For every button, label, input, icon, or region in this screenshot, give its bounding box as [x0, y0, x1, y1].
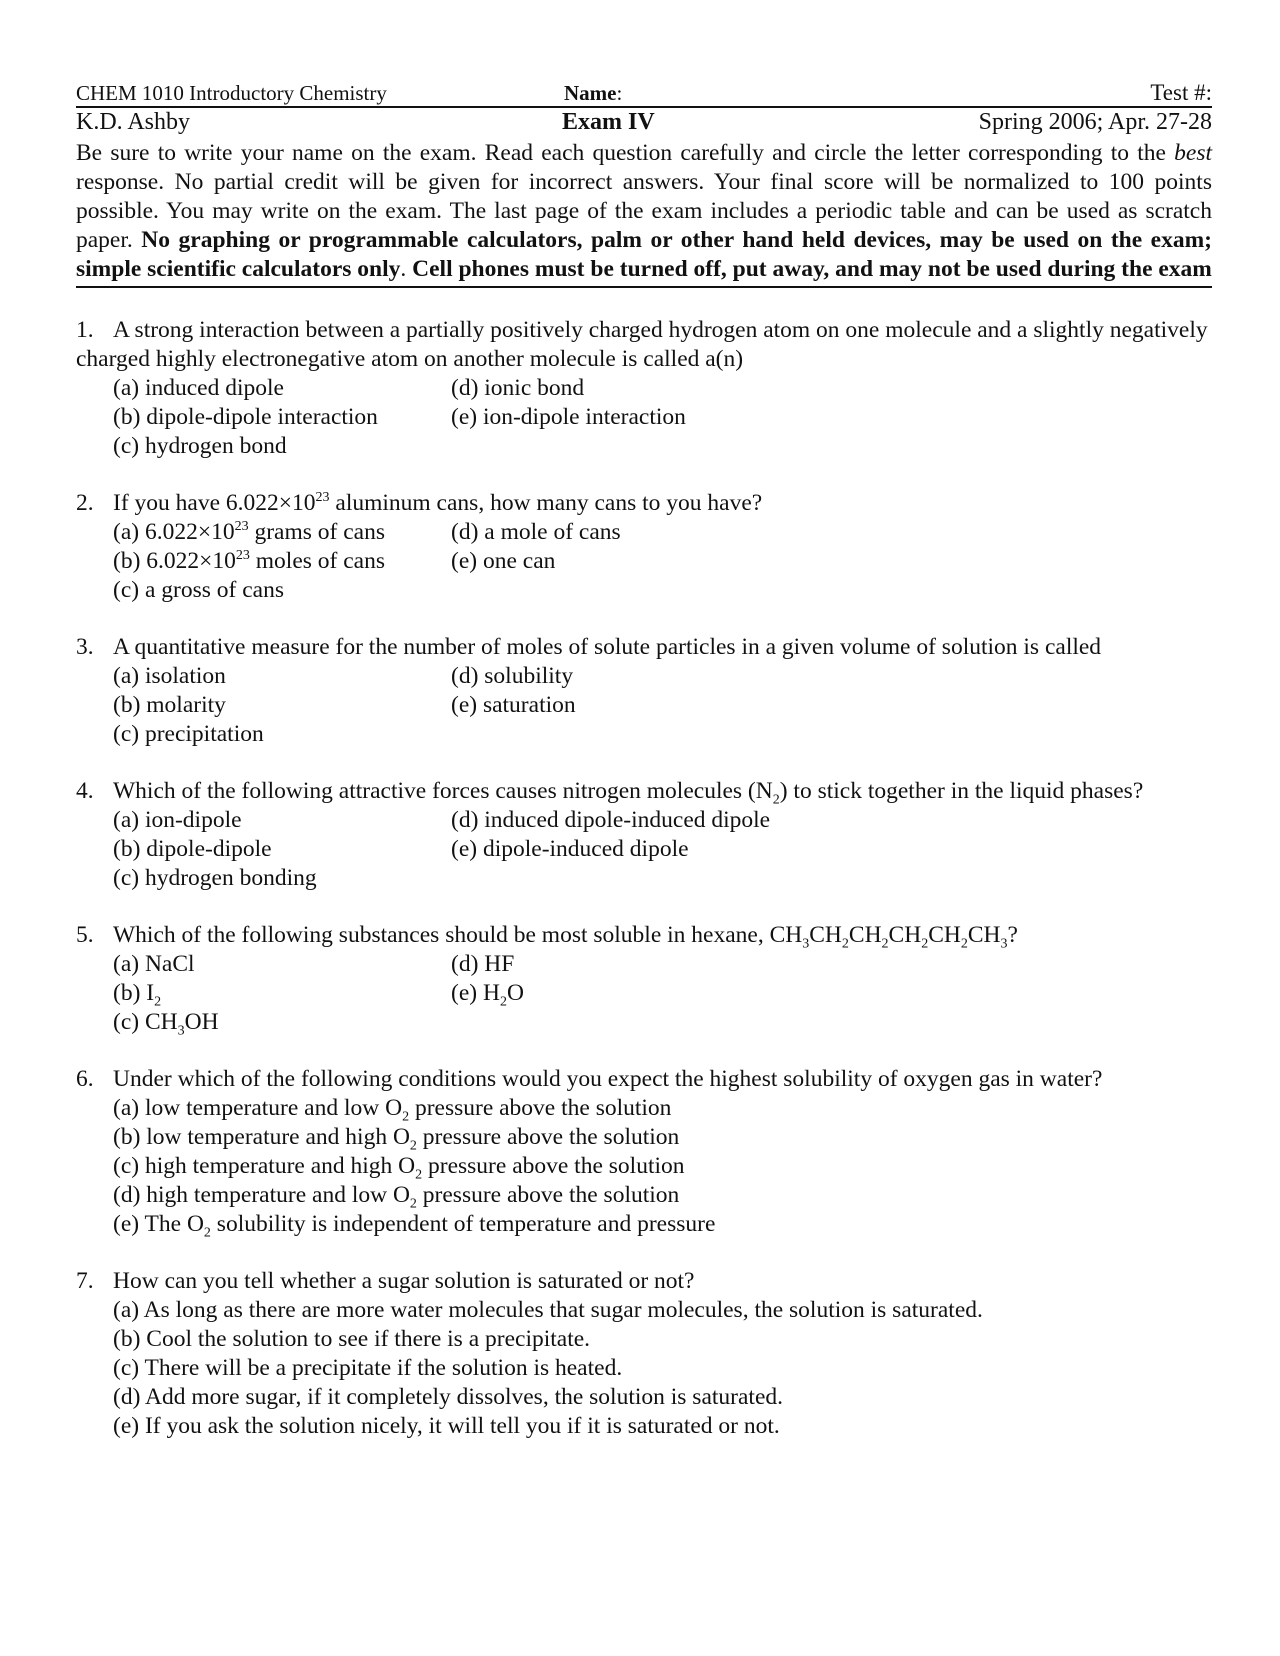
answer-options: [113, 518, 1212, 605]
formula-part: CH: [928, 922, 961, 948]
answer-option[interactable]: (d) solubility: [451, 663, 574, 689]
question-text: Under which of the following conditions would you expect the highest solubility of oxygen gas in water?: [113, 1066, 1103, 1092]
answer-option[interactable]: (c) a gross of cans: [113, 577, 284, 603]
question-2: [76, 489, 1212, 605]
question-number: 5.: [76, 922, 94, 948]
option-text: (b) low temperature and high O: [113, 1124, 410, 1150]
question-stem: [76, 921, 1212, 950]
answer-options: [113, 1296, 1212, 1441]
answer-option[interactable]: (a) induced dipole: [113, 375, 284, 401]
question-5: [76, 921, 1212, 1037]
option-text: (b) I: [113, 980, 155, 1006]
subscript: 2: [409, 1138, 417, 1154]
name-field: [564, 80, 864, 106]
subscript: 2: [154, 994, 162, 1010]
formula-part: ?: [1007, 922, 1018, 948]
option-text: (e) H: [451, 980, 500, 1006]
option-text: pressure above the solution: [422, 1153, 685, 1179]
answer-options: [113, 374, 1212, 461]
formula-part: CH: [848, 922, 882, 948]
answer-option[interactable]: (a) isolation: [113, 663, 226, 689]
instructions-phone-rule: Cell phones must be turned off, put away, and may not be used during the exam: [412, 256, 1212, 282]
answer-option[interactable]: (e) one can: [451, 548, 556, 574]
question-text: ) to stick together in the liquid phases?: [779, 778, 1144, 804]
option-text: moles of cans: [249, 548, 385, 574]
option-text: pressure above the solution: [416, 1182, 680, 1208]
answer-option[interactable]: [113, 1123, 1212, 1152]
subscript: 2: [415, 1167, 423, 1183]
question-stem: [76, 1267, 1212, 1296]
exponent: 23: [235, 548, 250, 564]
course-title: CHEM 1010 Introductory Chemistry: [76, 81, 387, 105]
subscript: 2: [881, 936, 889, 952]
exponent: 23: [315, 490, 330, 506]
subscript: 2: [409, 1196, 417, 1212]
answer-option[interactable]: (b) Cool the solution to see if there is a precipitate.: [113, 1326, 591, 1352]
question-text: If you have 6.022×10: [113, 490, 316, 516]
instructions-text-2: response. No partial credit will be given for incorrect answers. Your final score will be normalized to 100 points possible. You may write on the exam. The last page of the exam includes a periodic table and can be used as scratch paper.: [76, 169, 1212, 253]
question-stem: [76, 777, 1212, 806]
answer-option[interactable]: (d) ionic bond: [451, 375, 585, 401]
question-1: [76, 316, 1212, 461]
option-text: (c) CH: [113, 1009, 178, 1035]
question-number: 4.: [76, 778, 94, 804]
answer-option[interactable]: [113, 1210, 1212, 1239]
answer-option[interactable]: [451, 979, 1212, 1008]
answer-option[interactable]: (e) If you ask the solution nicely, it will tell you if it is saturated or not.: [113, 1413, 780, 1439]
header-row-2: [76, 108, 1212, 137]
option-text: (a) 6.022×10: [113, 519, 235, 545]
answer-option[interactable]: (e) saturation: [451, 692, 576, 718]
question-text: Which of the following substances should be most soluble in hexane, CH: [113, 922, 803, 948]
instructions-emphasis: best: [1174, 140, 1212, 166]
exponent: 23: [234, 519, 249, 535]
answer-option[interactable]: (c) precipitation: [113, 721, 264, 747]
question-number: 6.: [76, 1066, 94, 1092]
question-text: How can you tell whether a sugar solution is saturated or not?: [113, 1268, 695, 1294]
answer-option[interactable]: [113, 547, 451, 576]
question-6: [76, 1065, 1212, 1239]
subscript: 3: [802, 936, 810, 952]
answer-option[interactable]: (b) molarity: [113, 692, 226, 718]
subscript: 2: [772, 792, 780, 808]
subscript: 3: [1000, 936, 1008, 952]
answer-option[interactable]: (e) ion-dipole interaction: [451, 404, 686, 430]
answer-option[interactable]: [113, 518, 451, 547]
option-text: solubility is independent of temperature and pressure: [210, 1211, 716, 1237]
answer-option[interactable]: (e) dipole-induced dipole: [451, 836, 689, 862]
answer-options: [113, 662, 1212, 749]
question-stem: [76, 1065, 1212, 1094]
subscript: 2: [921, 936, 929, 952]
option-text: (a) low temperature and low O: [113, 1095, 403, 1121]
answer-option[interactable]: (d) a mole of cans: [451, 519, 621, 545]
instructor-name: K.D. Ashby: [76, 109, 191, 135]
answer-option[interactable]: (b) dipole-dipole interaction: [113, 404, 378, 430]
exam-term: Spring 2006; Apr. 27-28: [978, 109, 1212, 135]
subscript: 2: [203, 1225, 211, 1241]
name-label: Name: [564, 81, 617, 105]
option-text: O: [506, 980, 524, 1006]
answer-option[interactable]: (c) hydrogen bond: [113, 433, 287, 459]
question-number: 1.: [76, 317, 94, 343]
answer-option[interactable]: (c) There will be a precipitate if the solution is heated.: [113, 1355, 623, 1381]
answer-option[interactable]: [113, 979, 451, 1008]
question-stem: [76, 633, 1212, 662]
subscript: 2: [841, 936, 849, 952]
subscript: 2: [402, 1109, 410, 1125]
exam-title: Exam IV: [562, 109, 655, 135]
answer-option[interactable]: (d) Add more sugar, if it completely dissolves, the solution is saturated.: [113, 1384, 784, 1410]
instructions: [76, 139, 1212, 288]
formula-part: CH: [888, 922, 922, 948]
answer-option[interactable]: (a) NaCl: [113, 951, 195, 977]
instructions-calculator-rule: No graphing or programmable calculators, palm or other hand held devices, may be used on the exam; simple scientific calculators only: [76, 227, 1213, 282]
formula-part: CH: [809, 922, 842, 948]
question-stem: [76, 316, 1212, 374]
answer-option[interactable]: (a) As long as there are more water molecules that sugar molecules, the solution is saturated.: [113, 1297, 983, 1323]
question-text: A quantitative measure for the number of moles of solute particles in a given volume of solution is called: [113, 634, 1102, 660]
answer-option[interactable]: [113, 1094, 1212, 1123]
option-text: (b) 6.022×10: [113, 548, 236, 574]
test-number-label: Test #:: [1150, 80, 1212, 105]
answer-options: [113, 950, 1212, 1037]
question-number: 7.: [76, 1268, 94, 1294]
instructions-separator: .: [400, 256, 413, 282]
option-text: pressure above the solution: [416, 1124, 680, 1150]
answer-option[interactable]: [113, 1181, 1212, 1210]
answer-option[interactable]: (c) hydrogen bonding: [113, 865, 317, 891]
instructions-text-1: Be sure to write your name on the exam. Read each question carefully and circle the letter corresponding to the: [76, 140, 1175, 166]
formula-part: CH: [967, 922, 1001, 948]
header-row-1: [76, 76, 1212, 108]
question-7: [76, 1267, 1212, 1441]
question-list: [76, 316, 1212, 1441]
answer-option[interactable]: (d) HF: [451, 951, 515, 977]
question-number: 3.: [76, 634, 94, 660]
answer-options: [113, 1094, 1212, 1239]
exam-page: [76, 76, 1212, 1469]
answer-option[interactable]: (a) ion-dipole: [113, 807, 242, 833]
subscript: 2: [960, 936, 968, 952]
question-stem: [76, 489, 1212, 518]
question-text: Which of the following attractive forces causes nitrogen molecules (N: [113, 778, 773, 804]
option-text: (c) high temperature and high O: [113, 1153, 416, 1179]
subscript: 3: [177, 1023, 185, 1039]
option-text: pressure above the solution: [409, 1095, 672, 1121]
option-text: (d) high temperature and low O: [113, 1182, 410, 1208]
question-text: aluminum cans, how many cans to you have?: [329, 490, 763, 516]
answer-options: [113, 806, 1212, 893]
question-number: 2.: [76, 490, 94, 516]
question-3: [76, 633, 1212, 749]
question-text: A strong interaction between a partially positively charged hydrogen atom on one molecule and a slightly negatively charged highly electronegative atom on another molecule is called a(n): [76, 317, 1208, 372]
answer-option[interactable]: (d) induced dipole-induced dipole: [451, 807, 771, 833]
question-4: [76, 777, 1212, 893]
option-text: grams of cans: [248, 519, 385, 545]
answer-option[interactable]: [113, 1152, 1212, 1181]
name-colon: :: [616, 81, 623, 105]
option-text: (e) The O: [113, 1211, 204, 1237]
answer-option[interactable]: [113, 1008, 451, 1037]
answer-option[interactable]: (b) dipole-dipole: [113, 836, 272, 862]
subscript: 2: [499, 994, 507, 1010]
option-text: OH: [184, 1009, 219, 1035]
